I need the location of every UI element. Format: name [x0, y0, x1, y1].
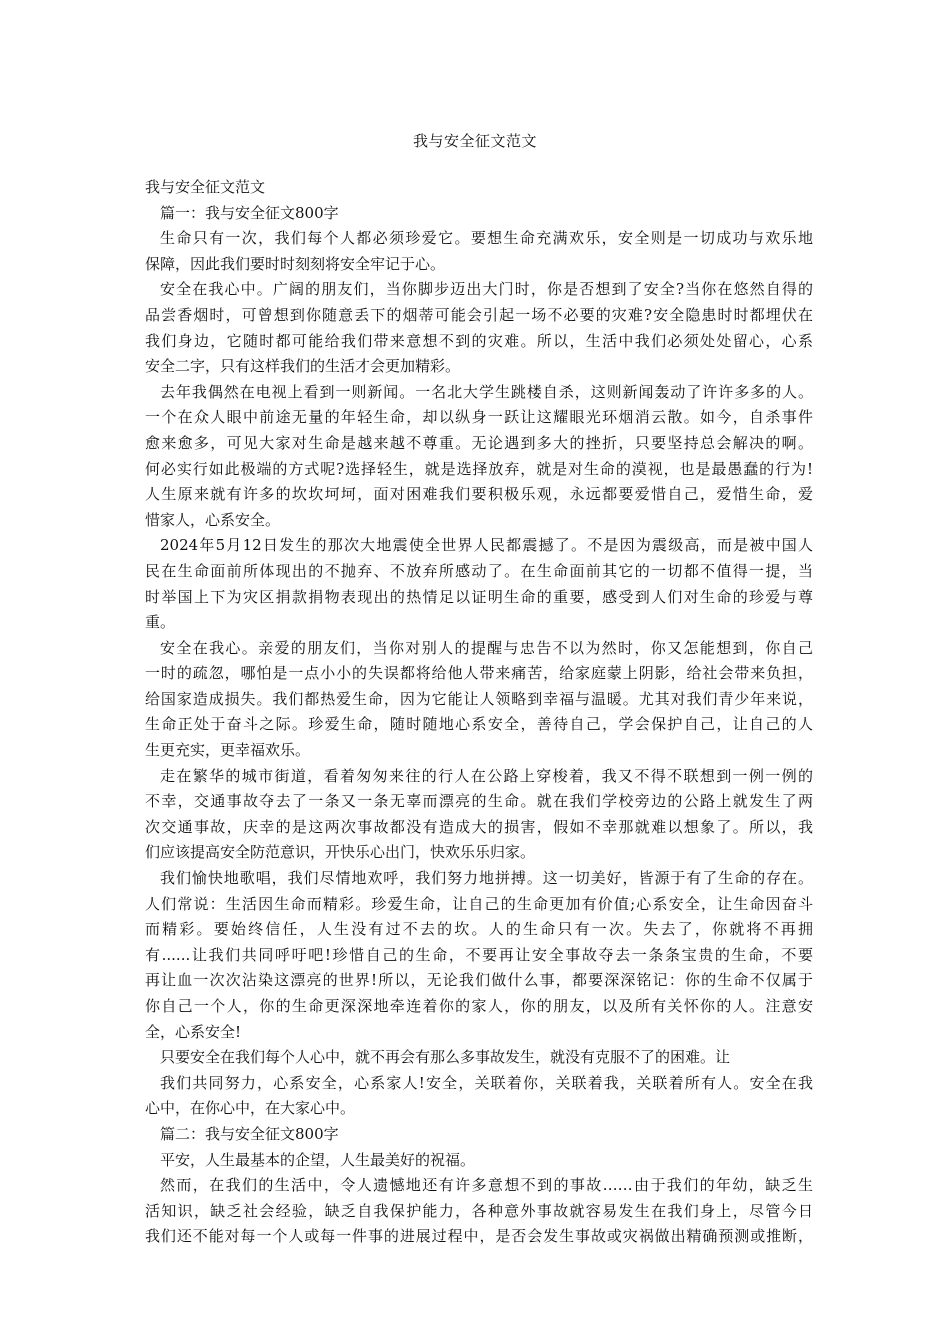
text-line: 而精彩。要始终信任，人生没有过不去的坎。人的生命只有一次。失去了，你就将不再拥	[145, 920, 813, 939]
text-line: 全，心系安全!	[145, 1022, 242, 1041]
text-line: 活知识，缺乏社会经验，缺乏自我保护能力，各种意外事故就容易发生在我们身上，尽管今日	[145, 1201, 813, 1220]
text-line: 生命只有一次，我们每个人都必须珍爱它。要想生命充满欢乐，安全则是一切成功与欢乐地	[160, 229, 813, 248]
text-line: 生更充实，更幸福欢乐。	[145, 741, 311, 760]
text-line: 我们身边，它随时都可能给我们带来意想不到的灾难。所以，生活中我们必须处处留心，心系	[145, 331, 813, 350]
text-line: 有......让我们共同呼吁吧!珍惜自己的生命，不要再让安全事故夺去一条条宝贵的生命，不要	[145, 945, 813, 964]
text-line: 生命正处于奋斗之际。珍爱生命，随时随地心系安全，善待自己，学会保护自己，让自己的人	[145, 715, 813, 734]
text-line: 2024年5月12日发生的那次大地震使全世界人民都震撼了。不是因为震级高，而是被中国人	[160, 536, 813, 555]
text-line: 我们还不能对每一个人或每一件事的进展过程中，是否会发生事故或灾祸做出精确预测或推断，	[145, 1227, 813, 1246]
text-line: 一时的疏忽，哪怕是一点小小的失误都将给他人带来痛苦，给家庭蒙上阴影，给社会带来负担，	[145, 664, 813, 683]
text-line: 愈来愈多，可见大家对生命是越来越不尊重。无论遇到多大的挫折，只要坚持总会解决的啊。	[145, 433, 813, 452]
document-body	[145, 175, 813, 1250]
text-line: 重。	[145, 613, 176, 632]
text-line: 我们共同努力，心系安全，心系家人!安全，关联着你，关联着我，关联着所有人。安全在我	[160, 1073, 813, 1092]
text-line: 惜家人，心系安全。	[145, 510, 281, 529]
text-line: 们应该提高安全防范意识，开快乐心出门，快欢乐乐归家。	[145, 843, 536, 862]
text-line: 时举国上下为灾区捐款捐物表现出的热情足以证明生命的重要，感受到人们对生命的珍爱与尊	[145, 587, 813, 606]
text-line: 我们愉快地歌唱，我们尽情地欢呼，我们努力地拼搏。这一切美好，皆源于有了生命的存在。	[160, 869, 813, 888]
text-line: 给国家造成损失。我们都热爱生命，因为它能让人领略到幸福与温暖。尤其对我们青少年来说，	[145, 689, 813, 708]
text-line: 你自己一个人，你的生命更深深地牵连着你的家人，你的朋友，以及所有关怀你的人。注意安	[145, 997, 813, 1015]
text-line: 何必实行如此极端的方式呢?选择轻生，就是选择放弃，就是对生命的漠视，也是最愚蠢的行为!	[145, 459, 813, 478]
text-line: 心中，在你心中，在大家心中。	[145, 1099, 356, 1118]
text-line: 安全在我心。亲爱的朋友们，当你对别人的提醒与忠告不以为然时，你又怎能想到，你自己	[160, 638, 813, 657]
text-line: 然而，在我们的生活中，令人遗憾地还有许多意想不到的事故……由于我们的年幼，缺乏生	[160, 1176, 813, 1195]
text-line: 保障，因此我们要时时刻刻将安全牢记于心。	[145, 254, 446, 273]
text-line: 安全二字，只有这样我们的生活才会更加精彩。	[145, 357, 461, 376]
text-line: 篇一：我与安全征文800字	[160, 203, 339, 222]
text-line: 去年我偶然在电视上看到一则新闻。一名北大学生跳楼自杀，这则新闻轰动了许许多多的人。	[160, 382, 813, 401]
text-line: 一个在众人眼中前途无量的年轻生命，却以纵身一跃让这耀眼光环烟消云散。如今，自杀事件	[145, 408, 813, 427]
text-line: 只要安全在我们每个人心中，就不再会有那么多事故发生，就没有克服不了的困难。让	[160, 1048, 731, 1067]
text-line: 安全在我心中。广阔的朋友们，当你脚步迈出大门时，你是否想到了安全?当你在悠然自得的	[160, 280, 813, 299]
text-line: 我与安全征文范文	[145, 178, 266, 196]
text-line: 再让血一次次沾染这漂亮的世界!所以，无论我们做什么事，都要深深铭记：你的生命不仅属于	[145, 971, 813, 990]
text-line: 人生原来就有许多的坎坎坷坷，面对困难我们要积极乐观，永远都要爱惜自己，爱惜生命，爱	[145, 485, 813, 504]
text-line: 次交通事故，庆幸的是这两次事故都没有造成大的损害，假如不幸那就难以想象了。所以，我	[145, 817, 813, 836]
text-line: 平安，人生最基本的企望，人生最美好的祝福。	[160, 1150, 476, 1169]
text-line: 走在繁华的城市街道，看着匆匆来往的行人在公路上穿梭着，我又不得不联想到一例一例的	[160, 766, 813, 785]
text-line: 品尝香烟时，可曾想到你随意丢下的烟蒂可能会引起一场不必要的灾难?安全隐患时时都埋伏在	[145, 305, 813, 324]
text-line: 民在生命面前所体现出的不抛弃、不放弃所感动了。在生命面前其它的一切都不值得一提，当	[145, 561, 813, 580]
text-line: 人们常说：生活因生命而精彩。珍爱生命，让自己的生命更加有价值;心系安全，让生命因奋斗	[145, 894, 813, 913]
document-title: 我与安全征文范文	[412, 132, 537, 150]
text-line: 篇二：我与安全征文800字	[160, 1124, 339, 1143]
text-line: 不幸，交通事故夺去了一条又一条无辜而漂亮的生命。就在我们学校旁边的公路上就发生了两	[145, 792, 813, 811]
